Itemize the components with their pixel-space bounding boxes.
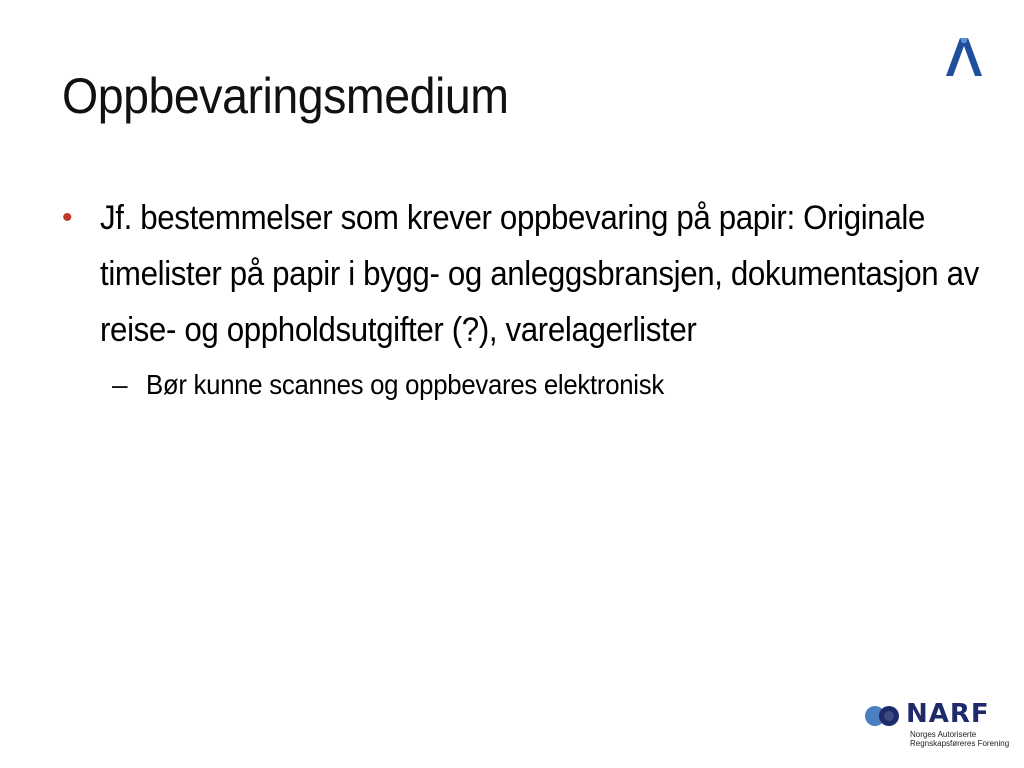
- subbullet-text: Bør kunne scannes og oppbevares elektronisk: [146, 369, 664, 400]
- subbullet-item: [62, 362, 982, 408]
- slide-content: [62, 190, 982, 408]
- bullet-item: [62, 190, 982, 358]
- subbullet-marker: –: [112, 369, 128, 400]
- bullet-marker: •: [62, 201, 73, 234]
- narf-logo: [864, 699, 1010, 756]
- narf-wordmark: NARF: [906, 699, 990, 729]
- narf-tagline-line1: Norges Autoriserte: [910, 730, 977, 739]
- chevron-up-logo-icon: [942, 34, 984, 78]
- narf-circles-icon: [864, 704, 908, 728]
- narf-tagline-line2: Regnskapsføreres Forening: [910, 739, 1010, 748]
- slide-title: Oppbevaringsmedium: [62, 68, 509, 124]
- bullet-text: Jf. bestemmelser som krever oppbevaring på papir: Originale timelister på papir i bygg- og anleggsbransjen, dokumentasjon av reise- og oppholdsutgifter (?), varelagerlister: [100, 199, 979, 349]
